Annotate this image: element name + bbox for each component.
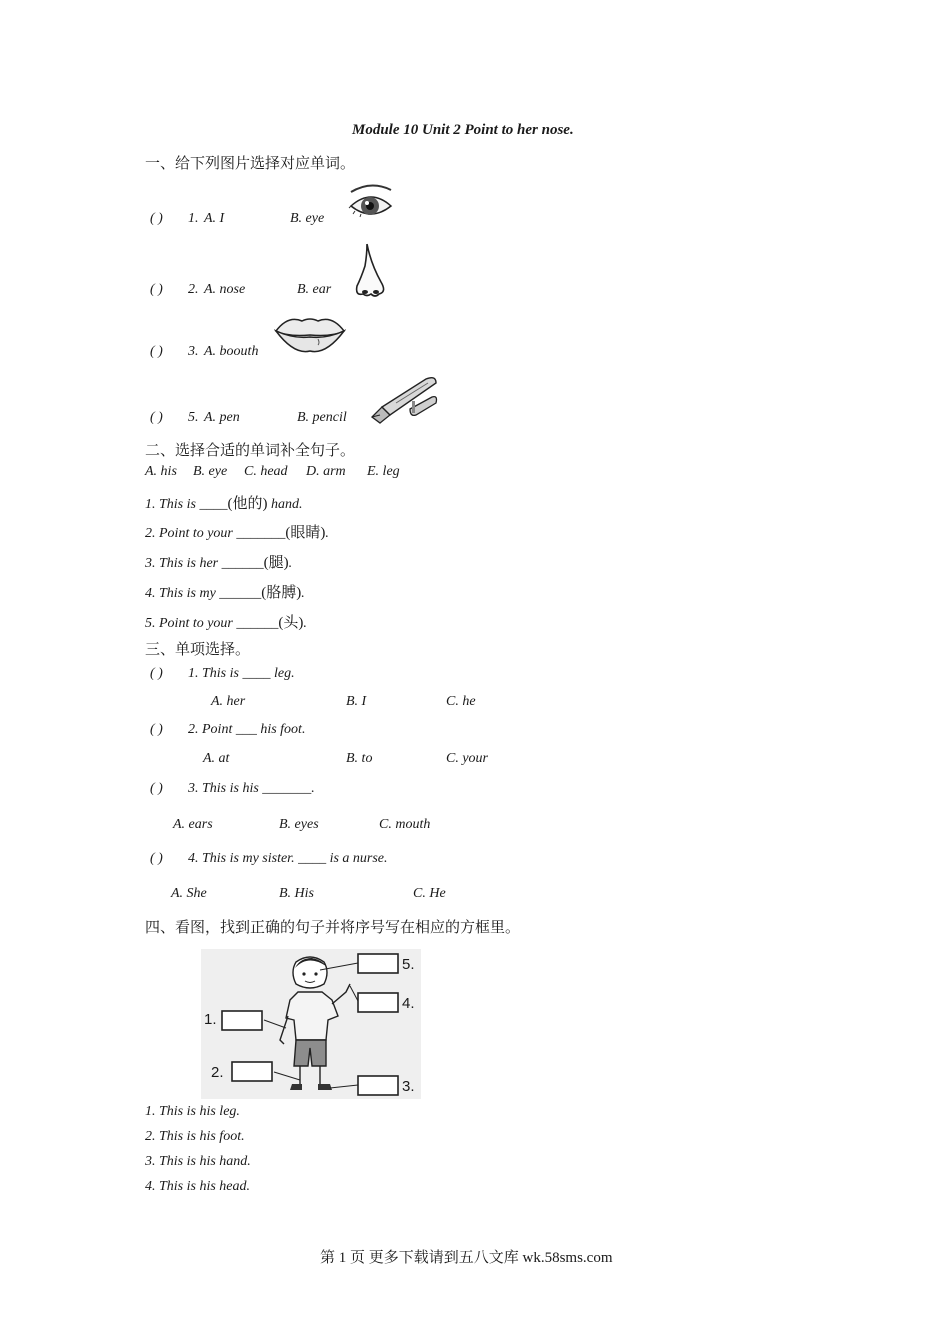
page-footer: 第 1 页 更多下载请到五八文库 wk.58sms.com [320, 1250, 613, 1266]
section3-heading: 三、单项选择。 [145, 642, 251, 658]
sentence-text: 5. Point to your ______ [145, 616, 279, 631]
chinese-hint: (胳膊) [261, 585, 302, 601]
sentence-end: . [303, 616, 307, 631]
choice-option: A. ears [173, 817, 213, 832]
choice-option: B. His [279, 886, 314, 901]
sentence-text: 2. Point to your _______ [145, 526, 286, 541]
question-text: 1. This is ____ leg. [188, 666, 295, 681]
option-a: A. nose [204, 282, 246, 297]
choice-option: A. at [203, 751, 230, 766]
fill-sentence [145, 581, 305, 602]
fill-sentence [145, 551, 292, 572]
boy-labeling-figure [200, 948, 422, 1100]
section2-heading: 二、选择合适的单词补全句子。 [145, 443, 356, 459]
word-option: E. leg [367, 464, 400, 479]
option-a: A. pen [204, 410, 240, 425]
word-option: B. eye [193, 464, 228, 479]
box-label: 4. [402, 995, 415, 1012]
choice-option: C. your [446, 751, 488, 766]
option-a: A. I [204, 211, 225, 226]
sentence-end: . [288, 556, 293, 571]
answer-box[interactable] [358, 993, 398, 1012]
match-sentence: 3. This is his hand. [145, 1154, 251, 1169]
section1-heading: 一、给下列图片选择对应单词。 [145, 156, 356, 172]
match-sentence: 2. This is his foot. [145, 1129, 245, 1144]
option-b: B. pencil [297, 410, 347, 425]
fountain-pen-icon [366, 373, 442, 425]
answer-bracket: ( ) [150, 344, 163, 359]
answer-bracket: ( ) [150, 410, 163, 425]
answer-box[interactable] [358, 954, 398, 973]
section4-heading: 四、看图，找到正确的句子并将序号写在相应的方框里。 [145, 920, 521, 936]
eye-icon [347, 180, 395, 226]
word-option: A. his [145, 464, 177, 479]
sentence-text: 1. This is ____ [145, 497, 228, 512]
item-number: 5. [188, 410, 199, 425]
lips-icon [274, 309, 346, 357]
fill-sentence [145, 492, 302, 513]
option-b: B. eye [290, 211, 325, 226]
sentence-text: 3. This is her ______ [145, 556, 264, 571]
match-sentence: 4. This is his head. [145, 1179, 251, 1194]
chinese-hint: (头) [278, 615, 304, 631]
sentence-end: . [325, 526, 329, 541]
choice-option: B. I [346, 694, 367, 709]
item-number: 1. [188, 211, 199, 226]
sentence-end: hand. [267, 497, 303, 512]
fill-sentence [145, 521, 329, 542]
box-label: 3. [402, 1078, 415, 1095]
chinese-hint: (眼睛) [285, 525, 326, 541]
chinese-hint: (他的) [227, 496, 268, 512]
answer-bracket: ( ) [150, 851, 163, 866]
choice-option: B. to [346, 751, 373, 766]
item-number: 2. [188, 282, 199, 297]
box-label: 1. [204, 1011, 217, 1028]
word-option: C. head [244, 464, 288, 479]
choice-option: C. he [446, 694, 476, 709]
choice-option: A. her [211, 694, 246, 709]
box-label: 2. [211, 1064, 224, 1081]
question-text: 4. This is my sister. ____ is a nurse. [188, 851, 388, 866]
question-text: 2. Point ___ his foot. [188, 722, 306, 737]
answer-bracket: ( ) [150, 781, 163, 796]
choice-option: C. mouth [379, 817, 431, 832]
boy-illustration [200, 948, 422, 1100]
answer-bracket: ( ) [150, 282, 163, 297]
choice-option: B. eyes [279, 817, 319, 832]
item-number: 3. [188, 344, 199, 359]
fill-sentence [145, 611, 307, 632]
nose-icon [351, 242, 387, 300]
question-text: 3. This is his _______. [188, 781, 315, 796]
chinese-hint: (腿) [263, 555, 289, 571]
sentence-text: 4. This is my ______ [145, 586, 262, 601]
choice-option: A. She [171, 886, 207, 901]
choice-option: C. He [413, 886, 446, 901]
match-sentence: 1. This is his leg. [145, 1104, 240, 1119]
word-option: D. arm [306, 464, 346, 479]
sentence-end: . [301, 586, 305, 601]
box-label: 5. [402, 956, 415, 973]
answer-box[interactable] [222, 1011, 262, 1030]
answer-box[interactable] [232, 1062, 272, 1081]
answer-box[interactable] [358, 1076, 398, 1095]
option-a: A. boouth [204, 344, 259, 359]
answer-bracket: ( ) [150, 666, 163, 681]
page-title: Module 10 Unit 2 Point to her nose. [352, 122, 574, 138]
option-b: B. ear [297, 282, 332, 297]
answer-bracket: ( ) [150, 211, 163, 226]
answer-bracket: ( ) [150, 722, 163, 737]
